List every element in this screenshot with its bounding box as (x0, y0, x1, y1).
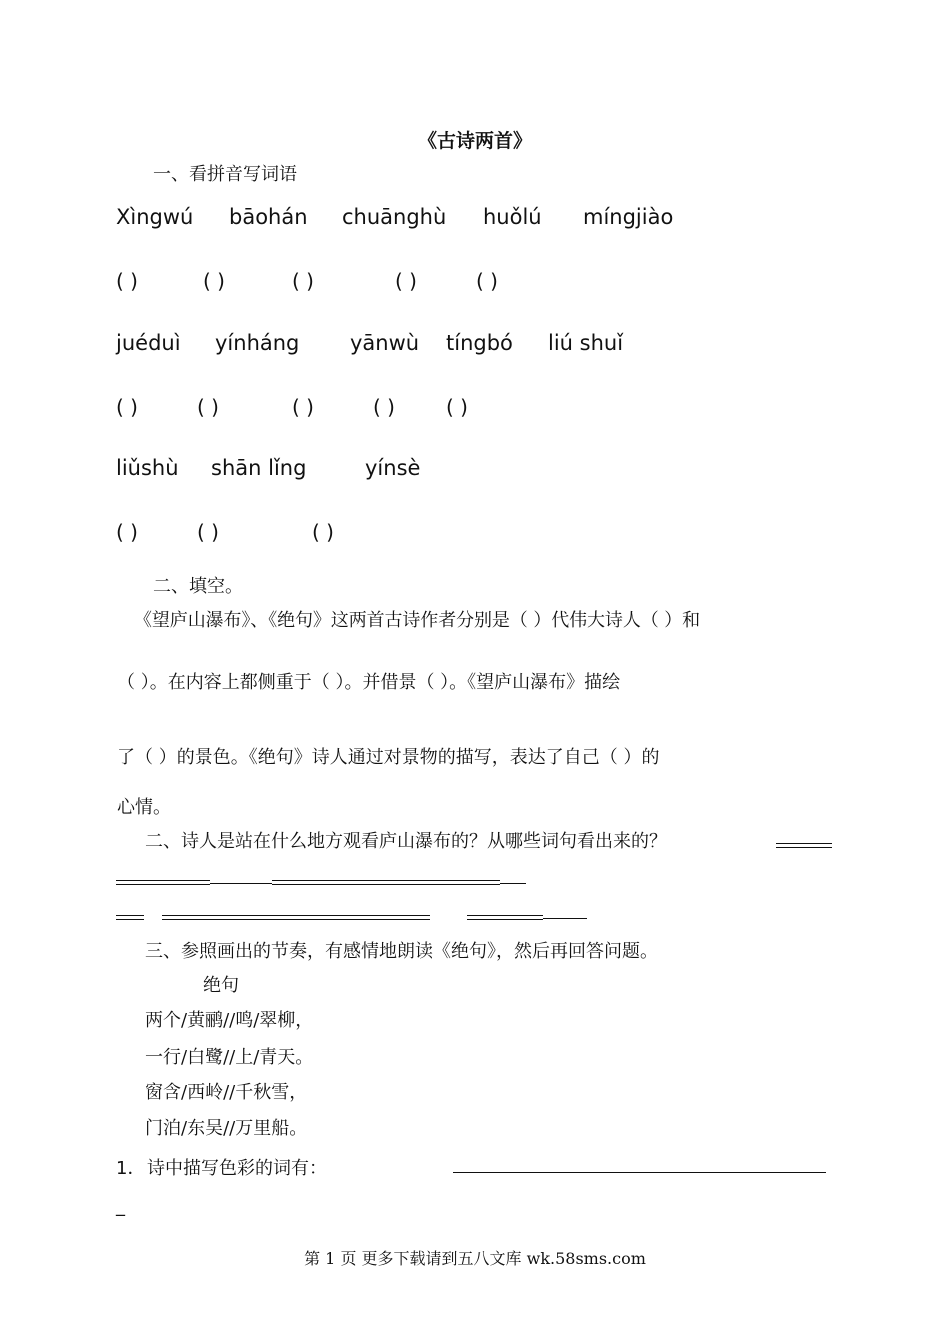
poem-line: 两个/黄鹂//鸣/翠柳， (145, 1010, 314, 1031)
answer-blank[interactable]: ( ) (203, 269, 225, 293)
pinyin-word: shān lǐng (211, 456, 307, 480)
viewing-location-question: 二、诗人是站在什么地方观看庐山瀑布的？从哪些词句看出来的？ (145, 831, 667, 852)
answer-blank[interactable]: ( ) (446, 395, 468, 419)
pinyin-word: míngjiào (583, 205, 674, 229)
pinyin-word: chuānghù (342, 205, 447, 229)
answer-blank[interactable]: ( ) (395, 269, 417, 293)
page-footer: 第 1 页 更多下载请到五八文库 wk.58sms.com (304, 1249, 646, 1268)
fill-blank-line-4: 心情。 (117, 797, 171, 818)
pinyin-word: Xìngwú (116, 205, 194, 229)
fill-blank-line-2: （ ）。在内容上都侧重于（ ）。并借景（ ）。《望庐山瀑布》描绘 (117, 672, 621, 693)
pinyin-word: yínsè (365, 456, 421, 480)
pinyin-word: yínháng (215, 331, 300, 355)
pinyin-word: liú shuǐ (548, 331, 624, 355)
answer-blank[interactable]: ( ) (197, 395, 219, 419)
poem-title: 绝句 (203, 975, 239, 996)
answer-line[interactable] (210, 883, 272, 884)
answer-blank[interactable]: ( ) (373, 395, 395, 419)
answer-line[interactable] (116, 915, 144, 920)
answer-blank[interactable]: ( ) (116, 520, 138, 544)
answer-line[interactable] (272, 880, 500, 885)
pinyin-word: liǔshù (116, 456, 179, 480)
answer-blank[interactable]: ( ) (312, 520, 334, 544)
answer-line[interactable] (500, 883, 526, 884)
section1-heading: 一、看拼音写词语 (153, 164, 297, 185)
answer-line[interactable] (776, 843, 832, 848)
question-number: 1． (116, 1158, 146, 1179)
fill-blank-line-1: 《望庐山瀑布》、《绝句》这两首古诗作者分别是（ ）代伟大诗人（ ）和 (134, 610, 701, 631)
answer-blank[interactable]: ( ) (292, 269, 314, 293)
answer-blank[interactable]: ( ) (476, 269, 498, 293)
answer-line[interactable] (467, 915, 543, 920)
answer-line[interactable] (453, 1172, 826, 1173)
document-title: 《古诗两首》 (417, 130, 532, 152)
answer-line[interactable] (116, 880, 210, 885)
poem-line: 一行/白鹭//上/青天。 (145, 1047, 314, 1068)
answer-blank[interactable]: ( ) (116, 395, 138, 419)
answer-blank[interactable]: ( ) (292, 395, 314, 419)
color-words-question: 诗中描写色彩的词有： (147, 1158, 327, 1179)
answer-blank[interactable]: ( ) (116, 269, 138, 293)
pinyin-word: bāohán (229, 205, 308, 229)
pinyin-word: tíngbó (446, 331, 513, 355)
pinyin-word: yānwù (350, 331, 420, 355)
poem-line: 窗含/西岭//千秋雪， (145, 1082, 308, 1103)
answer-line[interactable] (162, 915, 430, 920)
fill-blank-line-3: 了（ ）的景色。《绝句》诗人通过对景物的描写，表达了自己（ ）的 (117, 747, 660, 768)
poem-line: 门泊/东吴//万里船。 (145, 1118, 308, 1139)
answer-blank[interactable]: ( ) (197, 520, 219, 544)
pinyin-word: juéduì (116, 331, 181, 355)
pinyin-word: huǒlú (483, 205, 542, 229)
section3-heading: 三、参照画出的节奏，有感情地朗读《绝句》，然后再回答问题。 (145, 941, 658, 962)
answer-line[interactable] (543, 918, 587, 919)
answer-line-tail: _ (116, 1196, 125, 1217)
section2-heading: 二、填空。 (153, 576, 243, 597)
